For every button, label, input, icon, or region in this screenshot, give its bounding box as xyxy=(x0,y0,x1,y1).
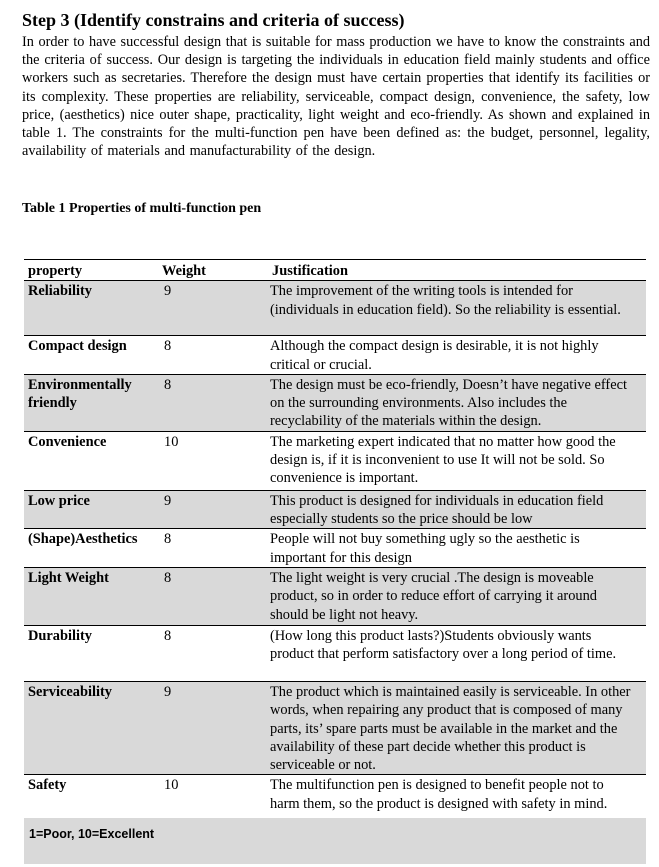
table-row xyxy=(24,374,646,431)
justification-cell: The light weight is very crucial .The design is moveable product, so in order to reduce effort of carrying it around should be light not heavy. xyxy=(268,567,646,625)
table-row xyxy=(24,681,646,774)
property-cell: Light Weight xyxy=(24,567,158,625)
weight-cell: 8 xyxy=(158,529,268,568)
weight-cell: 9 xyxy=(158,281,268,336)
weight-cell: 9 xyxy=(158,490,268,529)
table-row xyxy=(24,529,646,568)
property-cell: Convenience xyxy=(24,431,158,490)
property-cell: Safety xyxy=(24,775,158,830)
rating-legend-text: 1=Poor, 10=Excellent xyxy=(29,827,155,841)
section-heading: Step 3 (Identify constrains and criteria of success) xyxy=(22,10,405,30)
weight-cell: 8 xyxy=(158,567,268,625)
header-property: property xyxy=(24,260,158,281)
table-row xyxy=(24,431,646,490)
weight-cell: 8 xyxy=(158,374,268,431)
justification-cell: The marketing expert indicated that no matter how good the design is, if it is inconvenient to use It will not be sold. So convenience is important. xyxy=(268,431,646,490)
table-caption: Table 1 Properties of multi-function pen xyxy=(22,201,262,216)
weight-cell: 10 xyxy=(158,775,268,830)
justification-cell: The improvement of the writing tools is intended for (individuals in education field). So the reliability is essential. xyxy=(268,281,646,336)
weight-cell: 10 xyxy=(158,431,268,490)
intro-paragraph: In order to have successful design that is suitable for mass production we have to know the constraints and the criteria of success. Our design is targeting the individuals in education field mainly students and office workers such as secretaries. Therefore the design must have certain properties that identify its facilities or its complexity. These properties are reliability, serviceable, compact design, convenience, the safety, low price, (aesthetics) nice outer shape, practicality, light weight and eco-friendly. As shown and explained in table 1. The constraints for the multi-function pen have been defined as: the budget, personnel, legality, availability of materials and manufacturability of the design. xyxy=(22,34,650,160)
property-cell: Reliability xyxy=(24,281,158,336)
weight-cell: 9 xyxy=(158,681,268,774)
property-cell: Serviceability xyxy=(24,681,158,774)
table-row xyxy=(24,567,646,625)
table-row xyxy=(24,625,646,681)
justification-cell: The design must be eco-friendly, Doesn’t have negative effect on the surrounding environments. Also includes the recyclability of the materials within the design. xyxy=(268,374,646,431)
properties-table xyxy=(24,259,646,830)
justification-cell: This product is designed for individuals in education field especially students so the price should be low xyxy=(268,490,646,529)
property-cell: (Shape)Aesthetics xyxy=(24,529,158,568)
justification-cell: People will not buy something ugly so the aesthetic is important for this design xyxy=(268,529,646,568)
justification-cell: (How long this product lasts?)Students obviously wants product that perform satisfactory over a long period of time. xyxy=(268,625,646,681)
table-row xyxy=(24,336,646,375)
justification-cell: The multifunction pen is designed to benefit people not to harm them, so the product is designed with safety in mind. xyxy=(268,775,646,830)
header-justification: Justification xyxy=(268,260,646,281)
weight-cell: 8 xyxy=(158,336,268,375)
justification-cell: Although the compact design is desirable, it is not highly critical or crucial. xyxy=(268,336,646,375)
table-row xyxy=(24,281,646,336)
rating-legend xyxy=(24,818,646,864)
property-cell: Durability xyxy=(24,625,158,681)
property-cell: Low price xyxy=(24,490,158,529)
header-weight: Weight xyxy=(158,260,268,281)
table-row xyxy=(24,490,646,529)
justification-cell: The product which is maintained easily is serviceable. In other words, when repairing any product that is composed of many parts, its’ spare parts must be available in the market and the availability of these part decide whether this product is serviceable or not. xyxy=(268,681,646,774)
property-cell: Environmentally friendly xyxy=(24,374,158,431)
table-header-row xyxy=(24,260,646,281)
property-cell: Compact design xyxy=(24,336,158,375)
weight-cell: 8 xyxy=(158,625,268,681)
